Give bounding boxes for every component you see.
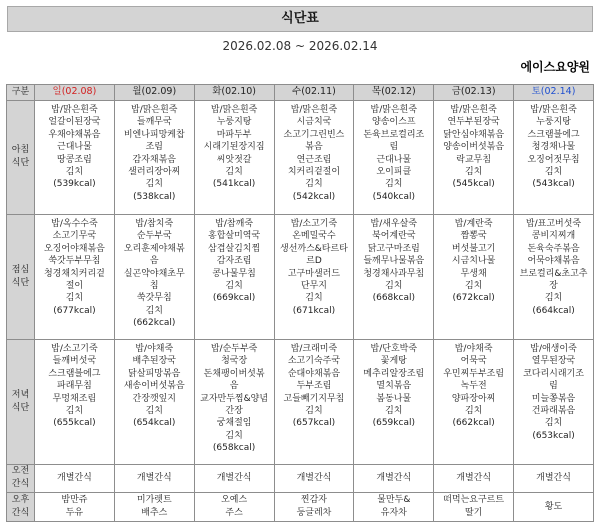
menu-cell-saturday xyxy=(514,339,594,464)
menu-cell-sunday xyxy=(35,214,115,339)
menu-item: 온메밀국수 xyxy=(292,231,336,242)
dinner-row xyxy=(7,339,594,464)
menu-cell-friday xyxy=(434,101,514,215)
menu-item: 둥글레차 xyxy=(296,507,332,518)
menu-item: 개별간식 xyxy=(57,473,92,484)
day-header-friday: 금(02.13) xyxy=(434,85,514,101)
menu-item: 양송이스프 xyxy=(372,117,416,128)
menu-item: 우민찌두부조림 xyxy=(443,368,505,379)
menu-item: 열무된장국 xyxy=(531,356,576,367)
menu-item: 코다리시래기조 xyxy=(523,368,584,379)
menu-item: 밥/순두부죽 xyxy=(210,343,258,354)
menu-item: 봄동나물 xyxy=(376,393,412,404)
menu-item: 개별간식 xyxy=(376,473,412,484)
row-label-line: 간식 xyxy=(11,479,30,490)
menu-item: 장 xyxy=(549,280,558,291)
menu-item: (538kcal) xyxy=(133,191,176,202)
menu-item: 김치 xyxy=(145,179,163,190)
menu-item: 쑥갓무침 xyxy=(136,293,172,304)
menu-item: 무멍채조림 xyxy=(52,393,97,404)
menu-item: 연근조림 xyxy=(296,154,332,165)
menu-item: 미가렛트 xyxy=(136,495,172,506)
day-header-thursday: 목(02.12) xyxy=(354,85,434,101)
menu-item: 건파래볶음 xyxy=(531,406,576,416)
menu-item: 홍합살미역국 xyxy=(208,231,261,242)
menu-item: 황도 xyxy=(544,501,563,512)
menu-item: 시금치나물 xyxy=(451,256,496,267)
menu-item: 들깨무나물볶음 xyxy=(363,256,425,267)
row-label-line: 식단 xyxy=(11,158,30,169)
menu-item: 두유 xyxy=(65,507,84,518)
facility-name: 에이스요양원 xyxy=(520,60,590,74)
menu-cell-tuesday xyxy=(194,214,274,339)
menu-item: 멸치볶음 xyxy=(376,381,412,392)
menu-item: (657kcal) xyxy=(292,418,336,429)
menu-item: 쑥갓두부무침 xyxy=(48,256,101,267)
menu-item: 콩비지찌개 xyxy=(531,231,576,242)
menu-item: 개별간식 xyxy=(536,473,571,484)
menu-item: 북어계란국 xyxy=(372,231,416,242)
day-header-tuesday: 화(02.10) xyxy=(194,85,274,101)
meal-plan-table xyxy=(6,84,594,522)
menu-cell-thursday xyxy=(354,465,434,492)
row-label xyxy=(7,101,35,215)
column-header-label: 구분 xyxy=(7,85,35,101)
menu-item: 김치 xyxy=(464,280,483,291)
row-label-line: 점심 xyxy=(11,264,30,275)
menu-item: 밥/애생이죽 xyxy=(530,343,577,354)
menu-item: 림 xyxy=(549,381,558,392)
menu-item: 개별간식 xyxy=(216,473,252,484)
menu-cell-monday xyxy=(114,492,194,522)
menu-item: 유자차 xyxy=(380,507,407,518)
menu-item: 밥/참치죽 xyxy=(135,218,174,229)
menu-item: 닭고구마조림 xyxy=(367,243,420,254)
menu-item: 근대나물 xyxy=(376,154,412,165)
menu-item: 버섯불고기 xyxy=(451,243,496,254)
menu-item: 김치 xyxy=(65,406,84,416)
menu-item: 김치 xyxy=(225,430,243,441)
menu-item: 무생채 xyxy=(460,268,487,279)
menu-item: (658kcal) xyxy=(212,443,256,454)
menu-item: 밥/소고기죽 xyxy=(290,218,338,229)
menu-item: 샐러리장아찌 xyxy=(128,167,181,178)
menu-item: 오리훈제야채볶 xyxy=(123,243,185,254)
menu-cell-tuesday xyxy=(194,101,274,215)
menu-item: 조림 xyxy=(145,142,163,153)
menu-cell-saturday xyxy=(514,492,594,522)
menu-item: 간장 xyxy=(225,406,243,416)
menu-item: 김치 xyxy=(225,167,243,178)
menu-item: 밥/참깨죽 xyxy=(215,218,254,229)
menu-item: 김치 xyxy=(305,406,323,416)
menu-item: 김치 xyxy=(464,167,483,178)
menu-item: 김치 xyxy=(385,406,403,416)
menu-item: 배추된장국 xyxy=(132,356,176,367)
menu-cell-friday xyxy=(434,492,514,522)
menu-item: 밥/맑은흰죽 xyxy=(530,105,577,115)
menu-item: 김치 xyxy=(385,280,403,291)
menu-cell-wednesday xyxy=(274,492,354,522)
menu-item: 김치 xyxy=(385,179,403,190)
menu-item: 음 xyxy=(149,256,159,267)
menu-cell-monday xyxy=(114,465,194,492)
menu-item: 밥/새우살죽 xyxy=(370,218,418,229)
menu-item: 락교무침 xyxy=(456,154,492,165)
menu-item: 궁채절임 xyxy=(216,418,252,429)
menu-item: 스크램블에그 xyxy=(527,129,580,140)
row-label-line: 오전 xyxy=(11,466,30,477)
menu-item: 밥/맑은흰죽 xyxy=(370,105,418,115)
row-label-line: 간식 xyxy=(11,507,30,518)
menu-item: 짬뽕국 xyxy=(460,231,487,242)
menu-item: 배추스 xyxy=(141,507,168,518)
menu-item: 김치 xyxy=(65,293,84,304)
menu-item: 침 xyxy=(149,280,159,291)
menu-item: 들깨무국 xyxy=(136,117,172,128)
menu-item: 우채야채볶음 xyxy=(48,129,101,140)
page-title: 식단표 xyxy=(7,6,593,32)
menu-item: 시래기된장지짐 xyxy=(203,142,265,153)
menu-cell-friday xyxy=(434,339,514,464)
day-header-wednesday: 수(02.11) xyxy=(274,85,354,101)
menu-cell-tuesday xyxy=(194,339,274,464)
menu-item: 밥/야채죽 xyxy=(454,343,493,354)
menu-item: (672kcal) xyxy=(452,293,495,304)
row-label-line: 아침 xyxy=(11,145,30,156)
menu-cell-wednesday xyxy=(274,214,354,339)
menu-item: 얼갈이된장국 xyxy=(48,117,101,128)
menu-item: 밥/계란죽 xyxy=(454,218,493,229)
menu-item: 돈채팽이버섯볶 xyxy=(203,368,265,379)
menu-item: 주스 xyxy=(225,507,243,518)
menu-item: 청경채사과무침 xyxy=(363,268,425,279)
menu-item: (659kcal) xyxy=(372,418,415,429)
menu-item: 교자만두찜&양념 xyxy=(200,393,269,404)
menu-item: 김치 xyxy=(464,406,483,416)
menu-item: 파래무침 xyxy=(57,381,92,392)
menu-cell-thursday xyxy=(354,101,434,215)
menu-item: 밥/맑은흰죽 xyxy=(210,105,258,115)
row-label-line: 저녁 xyxy=(11,390,30,400)
menu-cell-saturday xyxy=(514,101,594,215)
menu-item: 어묵국 xyxy=(460,356,487,367)
menu-item: 돈육숙주볶음 xyxy=(527,243,580,254)
menu-item: 개별간식 xyxy=(296,473,332,484)
menu-item: 밥/맑은흰죽 xyxy=(450,105,497,115)
menu-item: 밥/옥수수죽 xyxy=(51,218,98,229)
menu-item: 땅콩조림 xyxy=(57,154,92,165)
menu-item: 오징어야채볶음 xyxy=(43,243,105,254)
menu-item: 김치 xyxy=(225,280,243,291)
row-label-line: 식단 xyxy=(11,277,30,288)
menu-item: 녹두전 xyxy=(460,381,487,392)
header-row xyxy=(7,85,594,101)
menu-item: 소고기숙주국 xyxy=(287,356,341,367)
menu-item: 밥/소고기죽 xyxy=(51,343,98,354)
menu-cell-friday xyxy=(434,465,514,492)
afternoon-snack-row xyxy=(7,492,594,522)
menu-cell-saturday xyxy=(514,214,594,339)
menu-item: 개별간식 xyxy=(456,473,492,484)
menu-item: 양파장아찌 xyxy=(451,393,496,404)
menu-item: 삼겹살김치찜 xyxy=(208,243,261,254)
menu-item: 순대야채볶음 xyxy=(287,368,341,379)
menu-item: 김치 xyxy=(305,293,323,304)
menu-item: (541kcal) xyxy=(212,179,256,190)
menu-cell-friday xyxy=(434,214,514,339)
menu-item: 절이 xyxy=(65,280,84,291)
menu-cell-tuesday xyxy=(194,465,274,492)
menu-item: 밤만쥬 xyxy=(61,495,88,506)
menu-item: 닭안심야채볶음 xyxy=(443,129,505,140)
menu-item: 양송이버섯볶음 xyxy=(443,142,505,153)
morning-snack-row xyxy=(7,465,594,492)
menu-cell-thursday xyxy=(354,339,434,464)
menu-cell-sunday xyxy=(35,492,115,522)
menu-item: (664kcal) xyxy=(532,305,575,316)
menu-item: (668kcal) xyxy=(372,293,415,304)
menu-cell-sunday xyxy=(35,465,115,492)
menu-item: 단무지 xyxy=(300,280,327,291)
menu-item: 메추리알장조림 xyxy=(363,368,425,379)
menu-item: 오징어젓무침 xyxy=(527,154,580,165)
row-label xyxy=(7,465,35,492)
menu-item: 새송이버섯볶음 xyxy=(123,381,185,392)
row-label-line: 식단 xyxy=(11,403,30,413)
menu-item: (662kcal) xyxy=(133,318,176,329)
menu-item: 밥/야채죽 xyxy=(135,343,174,354)
menu-item: 음 xyxy=(229,381,239,392)
menu-item: 청경채치커리겉 xyxy=(43,268,105,279)
menu-item: 콩나물무침 xyxy=(212,268,256,279)
menu-cell-sunday xyxy=(35,339,115,464)
menu-item: 김치 xyxy=(145,305,163,316)
day-header-monday: 월(02.09) xyxy=(114,85,194,101)
menu-item: 개별간식 xyxy=(136,473,172,484)
lunch-row xyxy=(7,214,594,339)
menu-item: 마파두부 xyxy=(216,129,252,140)
menu-item: 감자채볶음 xyxy=(132,154,176,165)
menu-cell-monday xyxy=(114,339,194,464)
menu-item: 감자조림 xyxy=(216,256,252,267)
row-label-line: 오후 xyxy=(11,494,30,505)
menu-cell-monday xyxy=(114,101,194,215)
menu-item: (543kcal) xyxy=(532,179,575,190)
menu-item: 림 xyxy=(389,142,399,153)
menu-cell-wednesday xyxy=(274,101,354,215)
menu-cell-sunday xyxy=(35,101,115,215)
menu-cell-tuesday xyxy=(194,492,274,522)
menu-item: 연두부된장국 xyxy=(447,117,500,128)
menu-cell-wednesday xyxy=(274,339,354,464)
menu-item: 돈육브로컬리조 xyxy=(363,129,425,140)
menu-item: (671kcal) xyxy=(292,305,336,316)
menu-item: 어묵야채볶음 xyxy=(527,256,580,267)
menu-item: (539kcal) xyxy=(53,179,96,190)
menu-item: (655kcal) xyxy=(53,418,96,429)
menu-item: 꽃게탕 xyxy=(380,356,407,367)
menu-item: (677kcal) xyxy=(53,305,96,316)
menu-cell-thursday xyxy=(354,492,434,522)
menu-cell-thursday xyxy=(354,214,434,339)
menu-item: 밥/맑은흰죽 xyxy=(290,105,338,115)
menu-item: 밥/표고버섯죽 xyxy=(525,218,582,229)
menu-item: 누룽지탕 xyxy=(536,117,571,128)
menu-item: 두부조림 xyxy=(296,381,332,392)
menu-item: 브로컬리&초고추 xyxy=(519,268,588,279)
menu-item: 물만두& xyxy=(377,495,411,506)
menu-item: 간장깻잎지 xyxy=(132,393,176,404)
menu-item: 찐감자 xyxy=(300,495,327,506)
menu-item: 김치 xyxy=(305,179,323,190)
menu-item: 시금치국 xyxy=(296,117,332,128)
menu-cell-monday xyxy=(114,214,194,339)
menu-item: 청경채나물 xyxy=(531,142,576,153)
menu-item: 김치 xyxy=(544,293,563,304)
menu-item: 치커리겉절이 xyxy=(287,167,341,178)
date-range: 2026.02.08 ~ 2026.02.14 xyxy=(222,39,378,53)
menu-item: 볶음 xyxy=(305,142,323,153)
menu-item: 딸기 xyxy=(464,507,483,518)
breakfast-row xyxy=(7,101,594,215)
menu-item: 김치 xyxy=(145,406,163,416)
menu-item: 미늘쫑볶음 xyxy=(531,393,576,404)
menu-item: 밥/맑은흰죽 xyxy=(131,105,178,115)
row-label xyxy=(7,214,35,339)
row-label xyxy=(7,339,35,464)
menu-cell-saturday xyxy=(514,465,594,492)
menu-item: (654kcal) xyxy=(133,418,176,429)
row-label xyxy=(7,492,35,522)
menu-item: 밥/맑은흰죽 xyxy=(51,105,98,115)
menu-item: 르D xyxy=(306,256,322,267)
menu-item: 순두부국 xyxy=(136,231,172,242)
menu-item: 비엔나피망케찹 xyxy=(123,129,185,140)
menu-item: 오이피클 xyxy=(376,167,412,178)
menu-item: 근대나물 xyxy=(57,142,92,153)
menu-item: 김치 xyxy=(65,167,84,178)
menu-item: (669kcal) xyxy=(212,293,256,304)
menu-item: 누룽지탕 xyxy=(216,117,252,128)
menu-item: 고들빼기지무침 xyxy=(283,393,345,404)
menu-item: 들깨버섯국 xyxy=(52,356,97,367)
menu-item: 떠먹는요구르트 xyxy=(443,495,505,506)
menu-item: 실곤약야채초무 xyxy=(123,268,185,279)
menu-item: 밥/단호박죽 xyxy=(370,343,418,354)
menu-item: (542kcal) xyxy=(292,191,336,202)
menu-item: (545kcal) xyxy=(452,179,495,190)
menu-item: 씨앗젓갈 xyxy=(216,154,252,165)
menu-item: 닭살피망볶음 xyxy=(128,368,181,379)
menu-item: (653kcal) xyxy=(532,430,575,441)
menu-item: 오예스 xyxy=(221,495,248,506)
menu-item: 스크램블에그 xyxy=(48,368,101,379)
menu-item: 김치 xyxy=(544,418,563,429)
menu-item: 청국장 xyxy=(221,356,248,367)
day-header-saturday: 토(02.14) xyxy=(514,85,594,101)
menu-item: 생선까스&타르타 xyxy=(280,243,348,254)
menu-item: (540kcal) xyxy=(372,191,415,202)
menu-item: 김치 xyxy=(544,167,563,178)
menu-item: 고구마샐러드 xyxy=(287,268,341,279)
menu-cell-wednesday xyxy=(274,465,354,492)
day-header-sunday: 일(02.08) xyxy=(35,85,115,101)
menu-item: 소고기그린빈스 xyxy=(283,129,345,140)
menu-item: 소고기무국 xyxy=(52,231,97,242)
menu-item: 밥/크래미죽 xyxy=(290,343,338,354)
menu-item: (662kcal) xyxy=(452,418,495,429)
